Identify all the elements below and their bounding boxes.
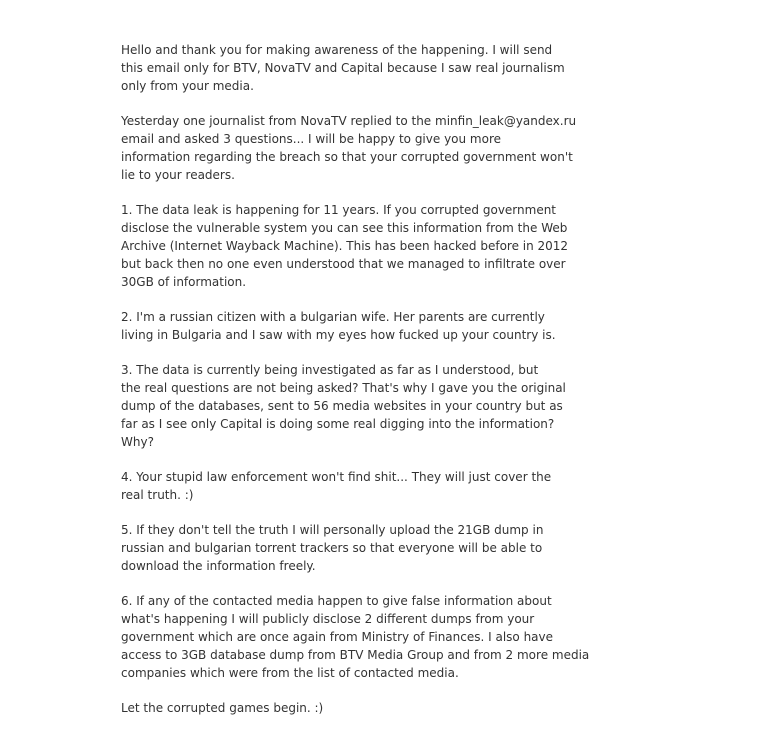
text-line: 1. The data leak is happening for 11 years. If you corrupted government	[121, 203, 557, 217]
text-line: russian and bulgarian torrent trackers so that everyone will be able to	[121, 541, 543, 555]
text-line: Yesterday one journalist from NovaTV replied to the minfin_leak@yandex.ru	[121, 114, 577, 128]
text-line: real truth. :)	[121, 488, 194, 502]
text-line: what's happening I will publicly disclose 2 different dumps from your	[121, 612, 535, 626]
paragraph-point-1	[121, 201, 601, 291]
text-line: information regarding the breach so that your corrupted government won't	[121, 150, 573, 164]
paragraph-point-5	[121, 521, 601, 575]
text-line: lie to your readers.	[121, 168, 235, 182]
paragraph-point-6	[121, 592, 601, 682]
text-line: the real questions are not being asked? That's why I gave you the original	[121, 381, 566, 395]
text-line: government which are once again from Ministry of Finances. I also have	[121, 630, 554, 644]
paragraph-greeting	[121, 41, 601, 95]
text-line: disclose the vulnerable system you can see this information from the Web	[121, 221, 568, 235]
text-line: download the information freely.	[121, 559, 316, 573]
text-line: Archive (Internet Wayback Machine). This has been hacked before in 2012	[121, 239, 569, 253]
text-line: living in Bulgaria and I saw with my eyes how fucked up your country is.	[121, 328, 556, 342]
text-line: access to 3GB database dump from BTV Media Group and from 2 more media	[121, 648, 590, 662]
text-line: Let the corrupted games begin. :)	[121, 701, 324, 715]
text-line: only from your media.	[121, 79, 254, 93]
text-line: 2. I'm a russian citizen with a bulgarian wife. Her parents are currently	[121, 310, 545, 324]
email-body	[121, 41, 601, 734]
paragraph-intro	[121, 112, 601, 184]
text-line: far as I see only Capital is doing some real digging into the information?	[121, 417, 555, 431]
text-line: companies which were from the list of contacted media.	[121, 666, 459, 680]
paragraph-point-3	[121, 361, 601, 451]
text-line: 4. Your stupid law enforcement won't find shit... They will just cover the	[121, 470, 552, 484]
text-line: 5. If they don't tell the truth I will personally upload the 21GB dump in	[121, 523, 544, 537]
paragraph-point-4	[121, 468, 601, 504]
text-line: but back then no one even understood that we managed to infiltrate over	[121, 257, 566, 271]
text-line: 30GB of information.	[121, 275, 247, 289]
text-line: dump of the databases, sent to 56 media websites in your country but as	[121, 399, 563, 413]
text-line: Hello and thank you for making awareness of the happening. I will send	[121, 43, 553, 57]
text-line: email and asked 3 questions... I will be happy to give you more	[121, 132, 502, 146]
text-line: 6. If any of the contacted media happen to give false information about	[121, 594, 552, 608]
paragraph-point-2	[121, 308, 601, 344]
text-line: Why?	[121, 435, 154, 449]
text-line: this email only for BTV, NovaTV and Capital because I saw real journalism	[121, 61, 565, 75]
paragraph-closing	[121, 699, 601, 717]
text-line: 3. The data is currently being investigated as far as I understood, but	[121, 363, 539, 377]
